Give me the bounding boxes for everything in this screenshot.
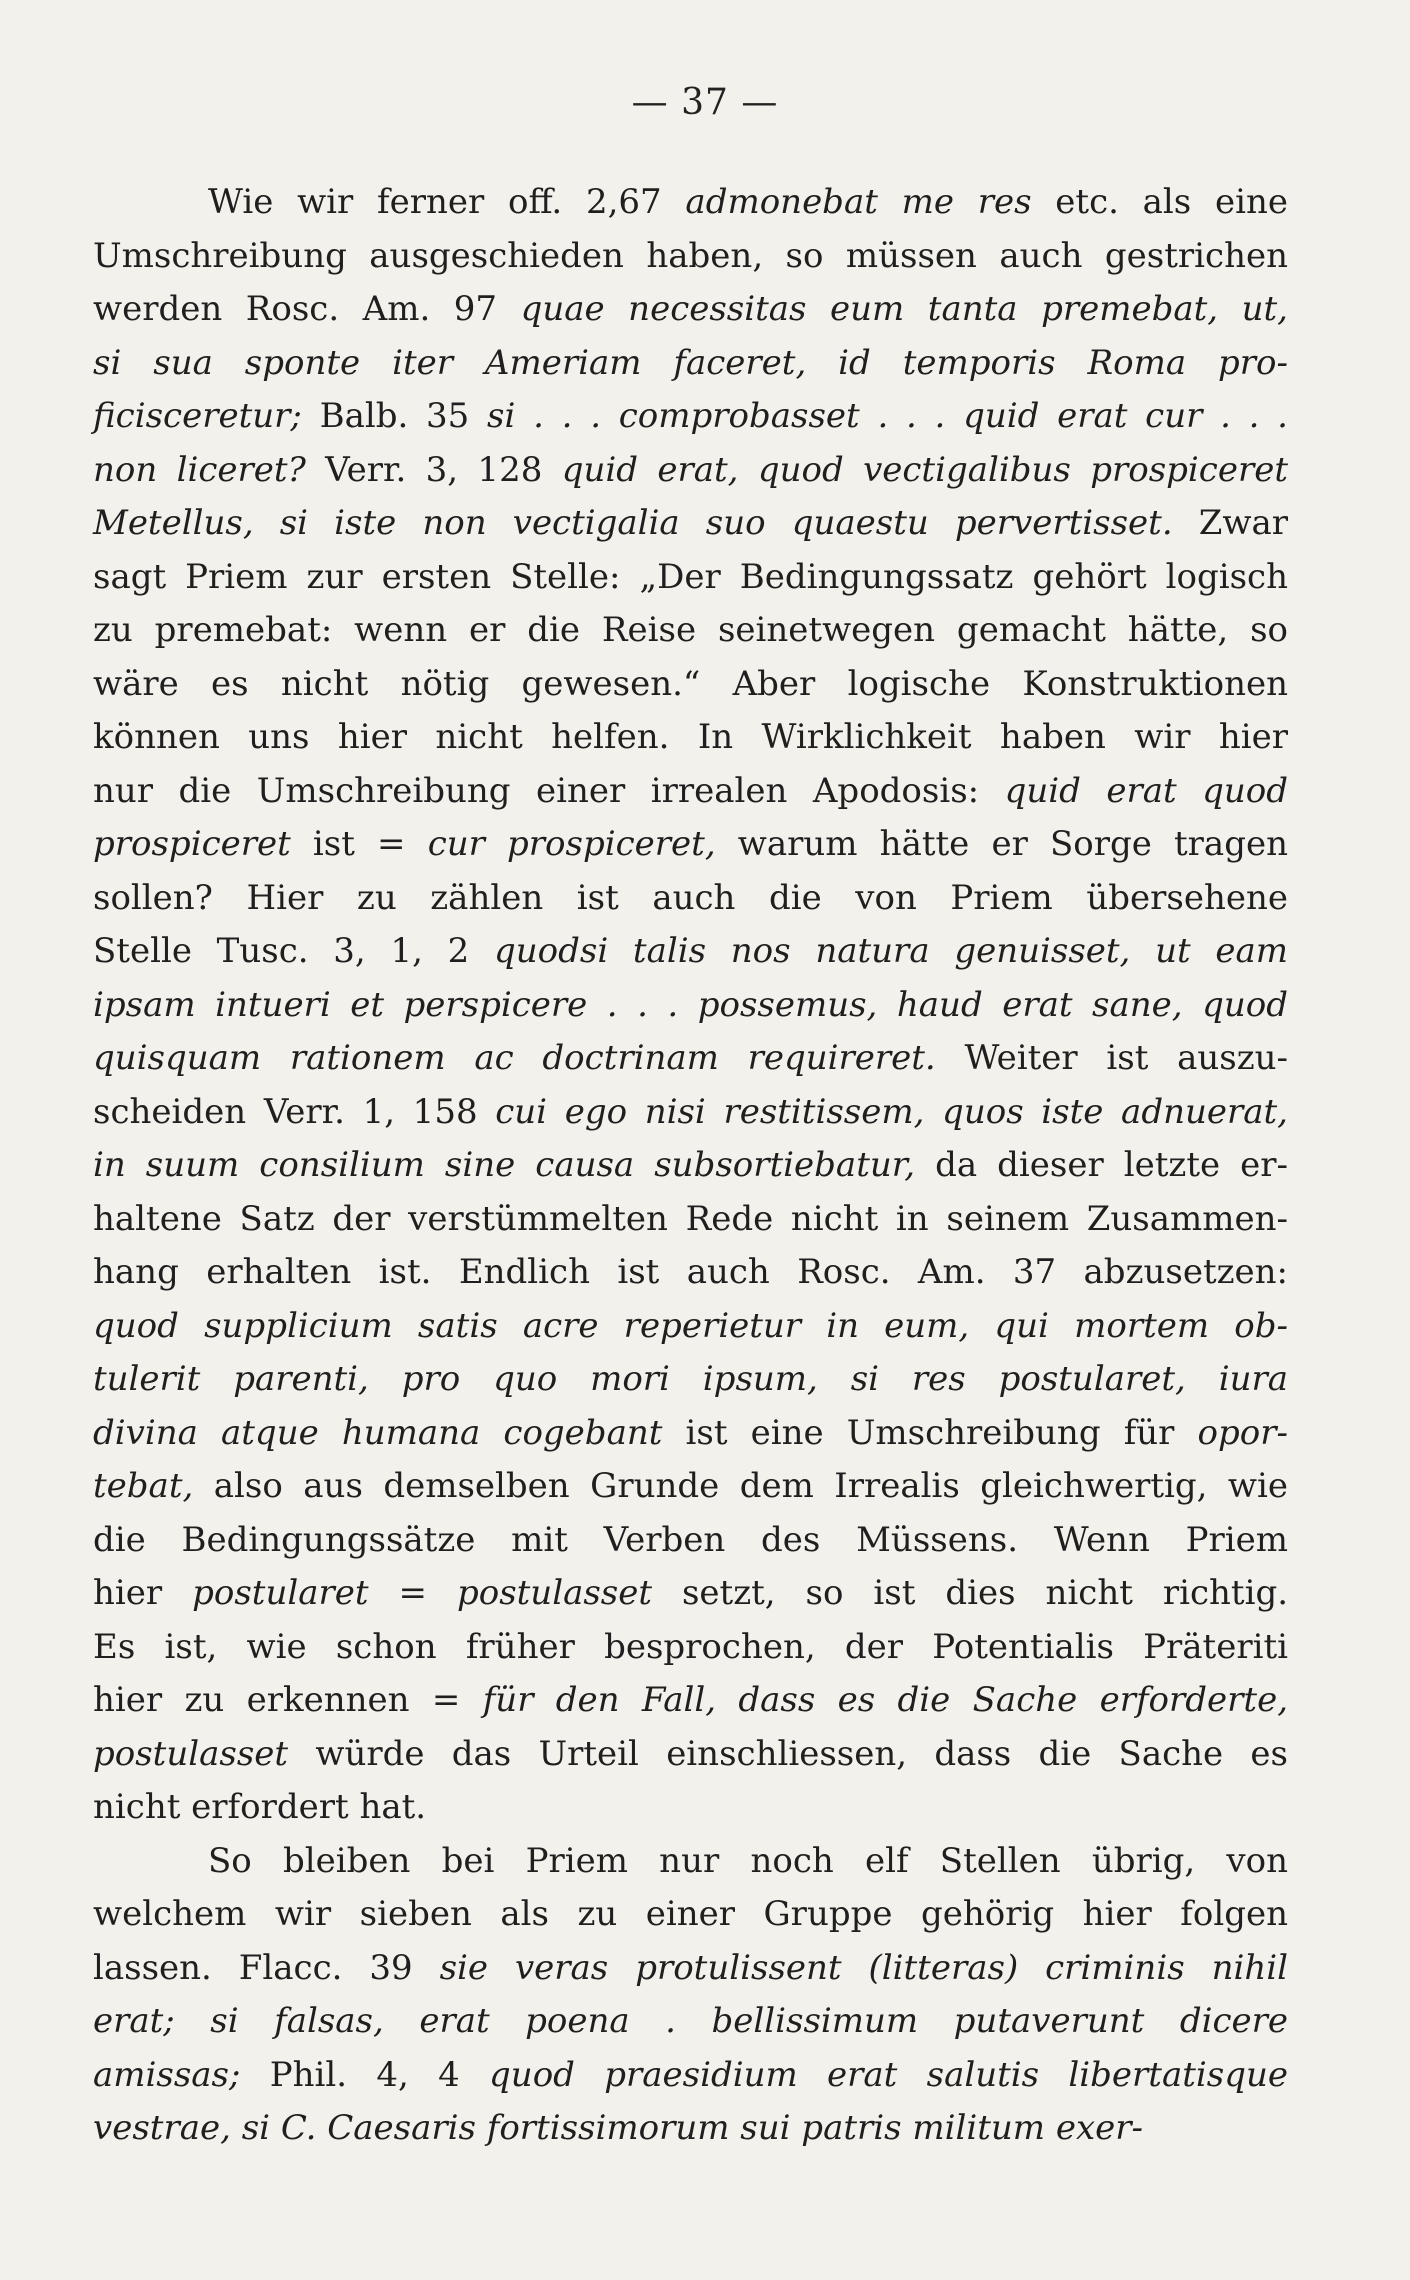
latin-quote: non liceret? (93, 449, 306, 490)
text-line (93, 1942, 1288, 1996)
latin-quote: cui ego nisi restitissem, quos iste adnuerat, (495, 1091, 1288, 1132)
text-run: werden Rosc. Am. 97 (93, 289, 521, 329)
latin-quote: postularet (192, 1573, 369, 1613)
text-run: warum hätte er Sorge tragen (715, 824, 1288, 864)
text-run: die Bedingungssätze mit Verben des Müssens. Wenn Priem (93, 1519, 1288, 1560)
text-run: da dieser letzte er- (915, 1145, 1288, 1185)
text-line (93, 1674, 1288, 1728)
text-line (93, 1835, 1288, 1889)
latin-quote: postulasset (456, 1573, 653, 1613)
text-line (93, 2049, 1288, 2103)
text-run: hier (93, 1573, 193, 1613)
text-run: scheiden Verr. 1, 158 (93, 1091, 496, 1132)
text-line (93, 283, 1288, 337)
latin-quote: si . . . comprobasset . . . quid erat cur . . . (487, 396, 1288, 436)
latin-quote: quisquam rationem ac doctrinam requireret. (93, 1038, 936, 1078)
latin-quote: amissas; (93, 2054, 241, 2095)
text-line (93, 1407, 1288, 1461)
text-line (93, 1086, 1288, 1140)
text-line (93, 230, 1288, 284)
text-run: haltene Satz der verstümmelten Rede nicht in seinem Zusammen- (93, 1198, 1288, 1239)
latin-quote: opor- (1197, 1412, 1288, 1453)
text-run: nicht erfordert hat. (93, 1787, 427, 1827)
latin-quote: Metellus, si iste non vectigalia suo quaestu pervertisset. (93, 503, 1173, 543)
latin-quote: admonebat me res (685, 182, 1032, 222)
paragraph-2 (93, 1835, 1288, 2156)
text-run: sagt Priem zur ersten Stelle: „Der Bedingungssatz gehört logisch (93, 556, 1288, 597)
latin-quote: postulasset (93, 1733, 289, 1774)
latin-quote: tebat, (93, 1466, 194, 1506)
latin-quote: quae necessitas eum tanta premebat, ut, (520, 289, 1288, 329)
text-line (93, 1888, 1288, 1942)
text-run: Stelle Tusc. 3, 1, 2 (93, 931, 494, 971)
latin-quote: quod supplicium satis acre reperietur in eum, qui mortem ob- (93, 1305, 1288, 1346)
text-line (93, 1300, 1288, 1354)
text-line (93, 765, 1288, 819)
latin-quote: vestrae, si C. Caesaris fortissimorum sui patris militum exer- (93, 2108, 1144, 2148)
text-line (93, 1781, 1288, 1835)
text-line (93, 1032, 1288, 1086)
latin-quote: ipsam intueri et perspicere . . . possemus, haud erat sane, quod (93, 984, 1288, 1025)
text-run: nur die Umschreibung einer irrealen Apodosis: (93, 770, 1005, 811)
text-line (93, 979, 1288, 1033)
latin-quote: für den Fall, dass es die Sache erforderte, (482, 1680, 1289, 1720)
text-line (93, 658, 1288, 712)
text-run: lassen. Flacc. 39 (93, 1947, 440, 1988)
text-run: hang erhalten ist. Endlich ist auch Rosc. Am. 37 abzusetzen: (93, 1252, 1288, 1292)
text-run: etc. als eine (1031, 182, 1288, 222)
text-run: also aus demselben Grunde dem Irrealis gleichwertig, wie (193, 1466, 1288, 1506)
text-line (93, 1353, 1288, 1407)
text-line (93, 1567, 1288, 1621)
latin-quote: sie veras protulissent (litteras) criminis nihil (439, 1947, 1288, 1988)
text-line (93, 711, 1288, 765)
text-line (93, 1193, 1288, 1247)
text-run: Verr. 3, 128 (305, 449, 562, 490)
text-run: Weiter ist auszu- (935, 1038, 1289, 1078)
paragraph-1 (93, 176, 1288, 1835)
text-line (93, 1995, 1288, 2049)
latin-quote: si sua sponte iter Ameriam faceret, id temporis Roma pro- (93, 342, 1288, 383)
text-run: wäre es nicht nötig gewesen.“ Aber logische Konstruktionen (93, 663, 1288, 704)
text-run: Es ist, wie schon früher besprochen, der Potentialis Präteriti (93, 1626, 1288, 1667)
latin-quote: quodsi talis nos natura genuisset, ut eam (493, 931, 1289, 971)
text-run: können uns hier nicht helfen. In Wirklichkeit haben wir hier (93, 717, 1288, 757)
text-line (93, 818, 1288, 872)
latin-quote: cur prospiceret, (427, 824, 716, 864)
body-text (93, 176, 1288, 2156)
text-run: Zwar (1172, 503, 1288, 543)
text-run: Phil. 4, 4 (240, 2054, 490, 2095)
text-run: zu premebat: wenn er die Reise seinetwegen gemacht hätte, so (93, 610, 1288, 650)
text-line (93, 390, 1288, 444)
text-run: hier zu erkennen = (93, 1680, 483, 1720)
text-run: ist = (290, 824, 428, 864)
latin-quote: divina atque humana cogebant (93, 1412, 663, 1453)
text-line (93, 604, 1288, 658)
text-run: So bleiben bei Priem nur noch elf Stellen übrig, von (208, 1840, 1288, 1881)
text-run: würde das Urteil einschliessen, dass die Sache es (288, 1733, 1288, 1774)
latin-quote: prospiceret (93, 824, 291, 864)
latin-quote: in suum consilium sine causa subsortiebatur, (93, 1145, 916, 1185)
text-line (93, 925, 1288, 979)
text-run: Balb. 35 (301, 396, 488, 436)
text-run: setzt, so ist dies nicht richtig. (652, 1573, 1289, 1613)
latin-quote: ficisceretur; (93, 396, 302, 436)
text-line (93, 497, 1288, 551)
text-line (93, 2102, 1288, 2156)
latin-quote: quod praesidium erat salutis libertatisque (489, 2054, 1288, 2095)
text-line (93, 1621, 1288, 1675)
text-run: welchem wir sieben als zu einer Gruppe gehörig hier folgen (93, 1894, 1288, 1934)
text-line (93, 176, 1288, 230)
text-line (93, 872, 1288, 926)
text-line (93, 1514, 1288, 1568)
text-run: sollen? Hier zu zählen ist auch die von Priem übersehene (93, 877, 1288, 918)
text-line (93, 337, 1288, 391)
page-number-header: — 37 — (631, 82, 779, 123)
text-line (93, 444, 1288, 498)
latin-quote: quid erat, quod vectigalibus prospiceret (561, 449, 1288, 490)
text-run: = (368, 1573, 457, 1613)
text-line (93, 1139, 1288, 1193)
text-run: ist eine Umschreibung für (662, 1412, 1198, 1453)
latin-quote: erat; si falsas, erat poena . bellissimum putaverunt dicere (93, 2001, 1288, 2041)
latin-quote: tulerit parenti, pro quo mori ipsum, si res postularet, iura (93, 1359, 1288, 1399)
text-line (93, 1460, 1288, 1514)
text-line (93, 1728, 1288, 1782)
latin-quote: quid erat quod (1004, 770, 1288, 811)
text-run: Umschreibung ausgeschieden haben, so müssen auch gestrichen (93, 235, 1288, 276)
text-line (93, 551, 1288, 605)
text-run: Wie wir ferner off. 2,67 (208, 182, 686, 222)
text-line (93, 1246, 1288, 1300)
